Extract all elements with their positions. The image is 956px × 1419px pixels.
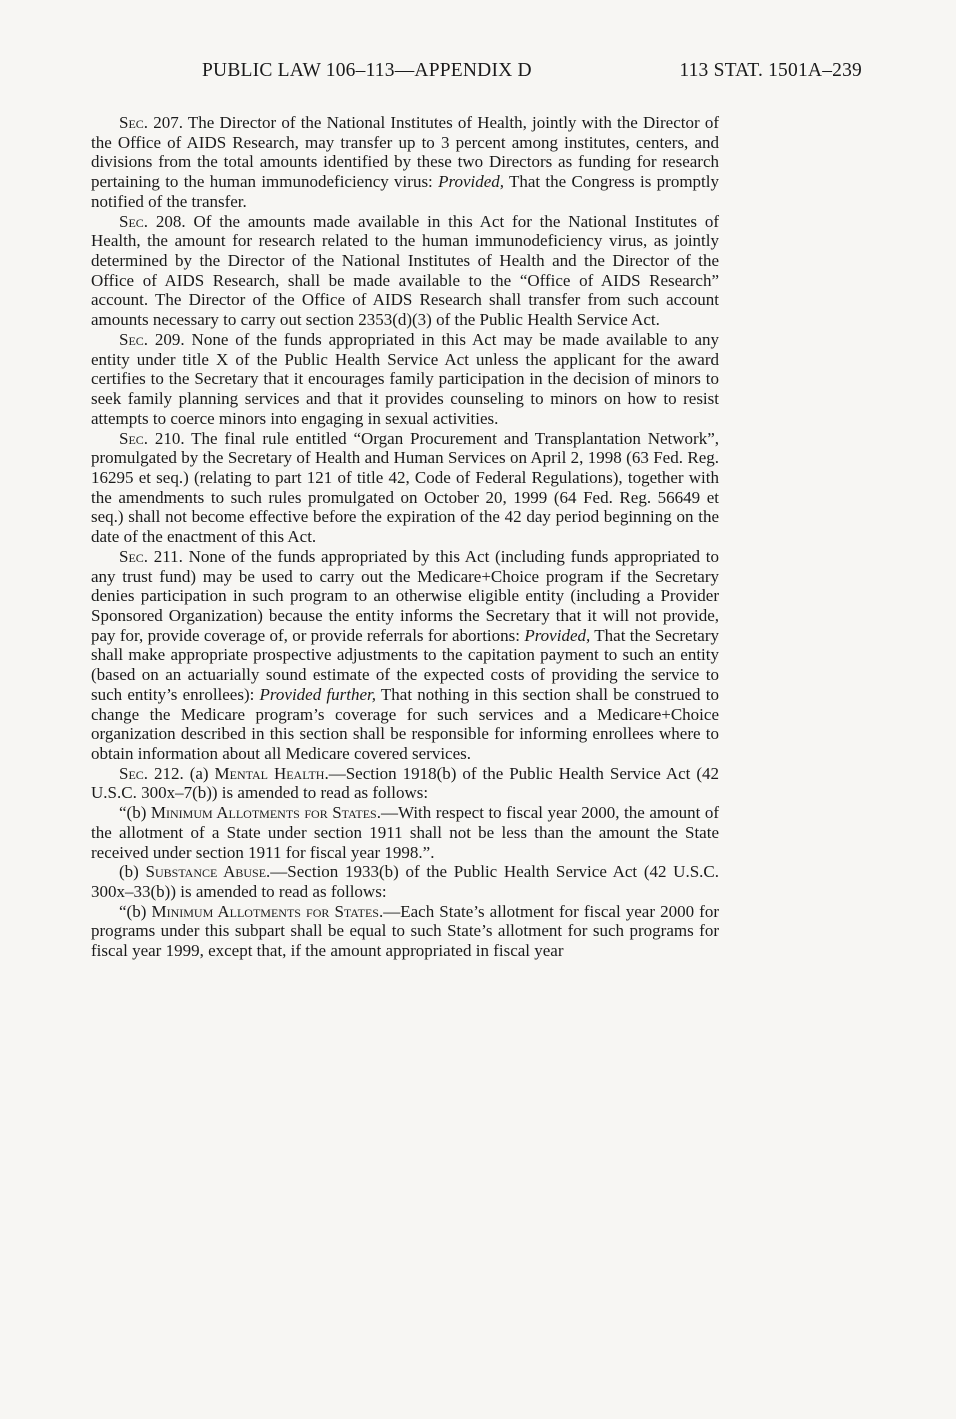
section-207 bbox=[91, 113, 719, 212]
quote-text: “(b) bbox=[119, 803, 151, 823]
quoted-amendment-1 bbox=[91, 803, 719, 862]
section-text: 211. None of the funds appropriated by this Act (including funds appropriated to any trust fund) may be used to carry out the Medicare+Choice program if the Secretary denies participation in such program to an otherwise eligible entity (including a Provider Sponsored Organization) because the entity informs the Secretary that it will not provide, pay for, provide coverage of, or provide referrals for abortions: bbox=[91, 546, 719, 645]
section-text: 212. (a) bbox=[148, 763, 215, 783]
proviso-further-italic: Provided further, bbox=[259, 684, 377, 704]
section-label: Sec. bbox=[119, 329, 149, 349]
quote-heading: Minimum Allotments for States bbox=[151, 901, 379, 921]
quote-text: .—With respect to fiscal year 2000, the amount of the allotment of a State under section 1911 shall not be less than the amount the State received under section 1911 for fiscal year 1998.”. bbox=[91, 803, 719, 862]
section-text: That the Secretary shall make appropriate prospective adjustments to the capitation payment to such an entity (based on an actuarially sound estimate of the expected costs of providing the service to such entity’s enrollees): bbox=[91, 625, 719, 704]
subsection-b bbox=[91, 862, 719, 901]
subsection-heading: Substance Abuse bbox=[145, 862, 267, 882]
section-text: .—Section 1918(b) of the Public Health Service Act (42 U.S.C. 300x–7(b)) is amended to read as follows: bbox=[91, 763, 719, 803]
section-210 bbox=[91, 429, 719, 547]
section-text: That nothing in this section shall be construed to change the Medicare program’s coverage for such services and a Medicare+Choice organization described in this section shall be responsible for informing enrollees where to obtain information about all Medicare covered services. bbox=[91, 684, 719, 763]
section-text: 210. The final rule entitled “Organ Procurement and Transplantation Network”, promulgated by the Secretary of Health and Human Services on April 2, 1998 (63 Fed. Reg. 16295 et seq.) (relating to part 121 of title 42, Code of Federal Regulations), together with the amendments to such rules promulgated on October 20, 1999 (64 Fed. Reg. 56649 et seq.) shall not become effective before the expiration of the 42 day period beginning on the date of the enactment of this Act. bbox=[91, 428, 719, 547]
proviso-italic: Provided, bbox=[438, 172, 505, 192]
section-212 bbox=[91, 764, 719, 803]
section-label: Sec. bbox=[119, 211, 149, 231]
section-text: 207. The Director of the National Institutes of Health, jointly with the Director of the Office of AIDS Research, may transfer up to 3 percent among institutes, centers, and divisions from the total amounts identified by these two Directors as funding for research pertaining to the human immunodeficiency virus: bbox=[91, 113, 719, 192]
proviso-italic: Provided, bbox=[524, 625, 591, 645]
quote-text: “(b) bbox=[119, 901, 152, 921]
quote-heading: Minimum Allotments for States bbox=[150, 803, 377, 823]
section-text: That the Congress is promptly notified of the transfer. bbox=[91, 172, 719, 211]
section-209 bbox=[91, 330, 719, 429]
subsection-heading: Mental Health bbox=[214, 763, 325, 783]
section-label: Sec. bbox=[119, 763, 149, 783]
running-header bbox=[202, 60, 862, 82]
section-211 bbox=[91, 547, 719, 764]
header-title: PUBLIC LAW 106–113—APPENDIX D bbox=[202, 60, 532, 81]
quoted-amendment-2 bbox=[91, 902, 719, 961]
section-text: 209. None of the funds appropriated in this Act may be made available to any entity under title X of the Public Health Service Act unless the applicant for the award certifies to the Secretary that it encourages family participation in the decision of minors to seek family planning services and that it provides counseling to minors on how to resist attempts to coerce minors into engaging in sexual activities. bbox=[91, 329, 719, 428]
document-body bbox=[91, 113, 719, 961]
subsection-text: .—Section 1933(b) of the Public Health Service Act (42 U.S.C. 300x–33(b)) is amended to read as follows: bbox=[91, 862, 719, 902]
quote-text: .—Each State’s allotment for fiscal year 2000 for programs under this subpart shall be equal to such State’s allotment for such programs for fiscal year 1999, except that, if the amount appropriated in fiscal year bbox=[91, 901, 719, 961]
section-label: Sec. bbox=[119, 113, 149, 132]
section-label: Sec. bbox=[119, 546, 149, 566]
subsection-text: (b) bbox=[119, 862, 146, 882]
section-text: 208. Of the amounts made available in this Act for the National Institutes of Health, the amount for research related to the human immunodeficiency virus, as jointly determined by the Director of the National Institutes of Health and the Director of the Office of AIDS Research, shall be made available to the “Office of AIDS Research” account. The Director of the Office of AIDS Research shall transfer from such account amounts necessary to carry out section 2353(d)(3) of the Public Health Service Act. bbox=[91, 211, 719, 330]
section-label: Sec. bbox=[119, 428, 149, 448]
header-page-number: 113 STAT. 1501A–239 bbox=[679, 60, 862, 81]
section-208 bbox=[91, 212, 719, 330]
